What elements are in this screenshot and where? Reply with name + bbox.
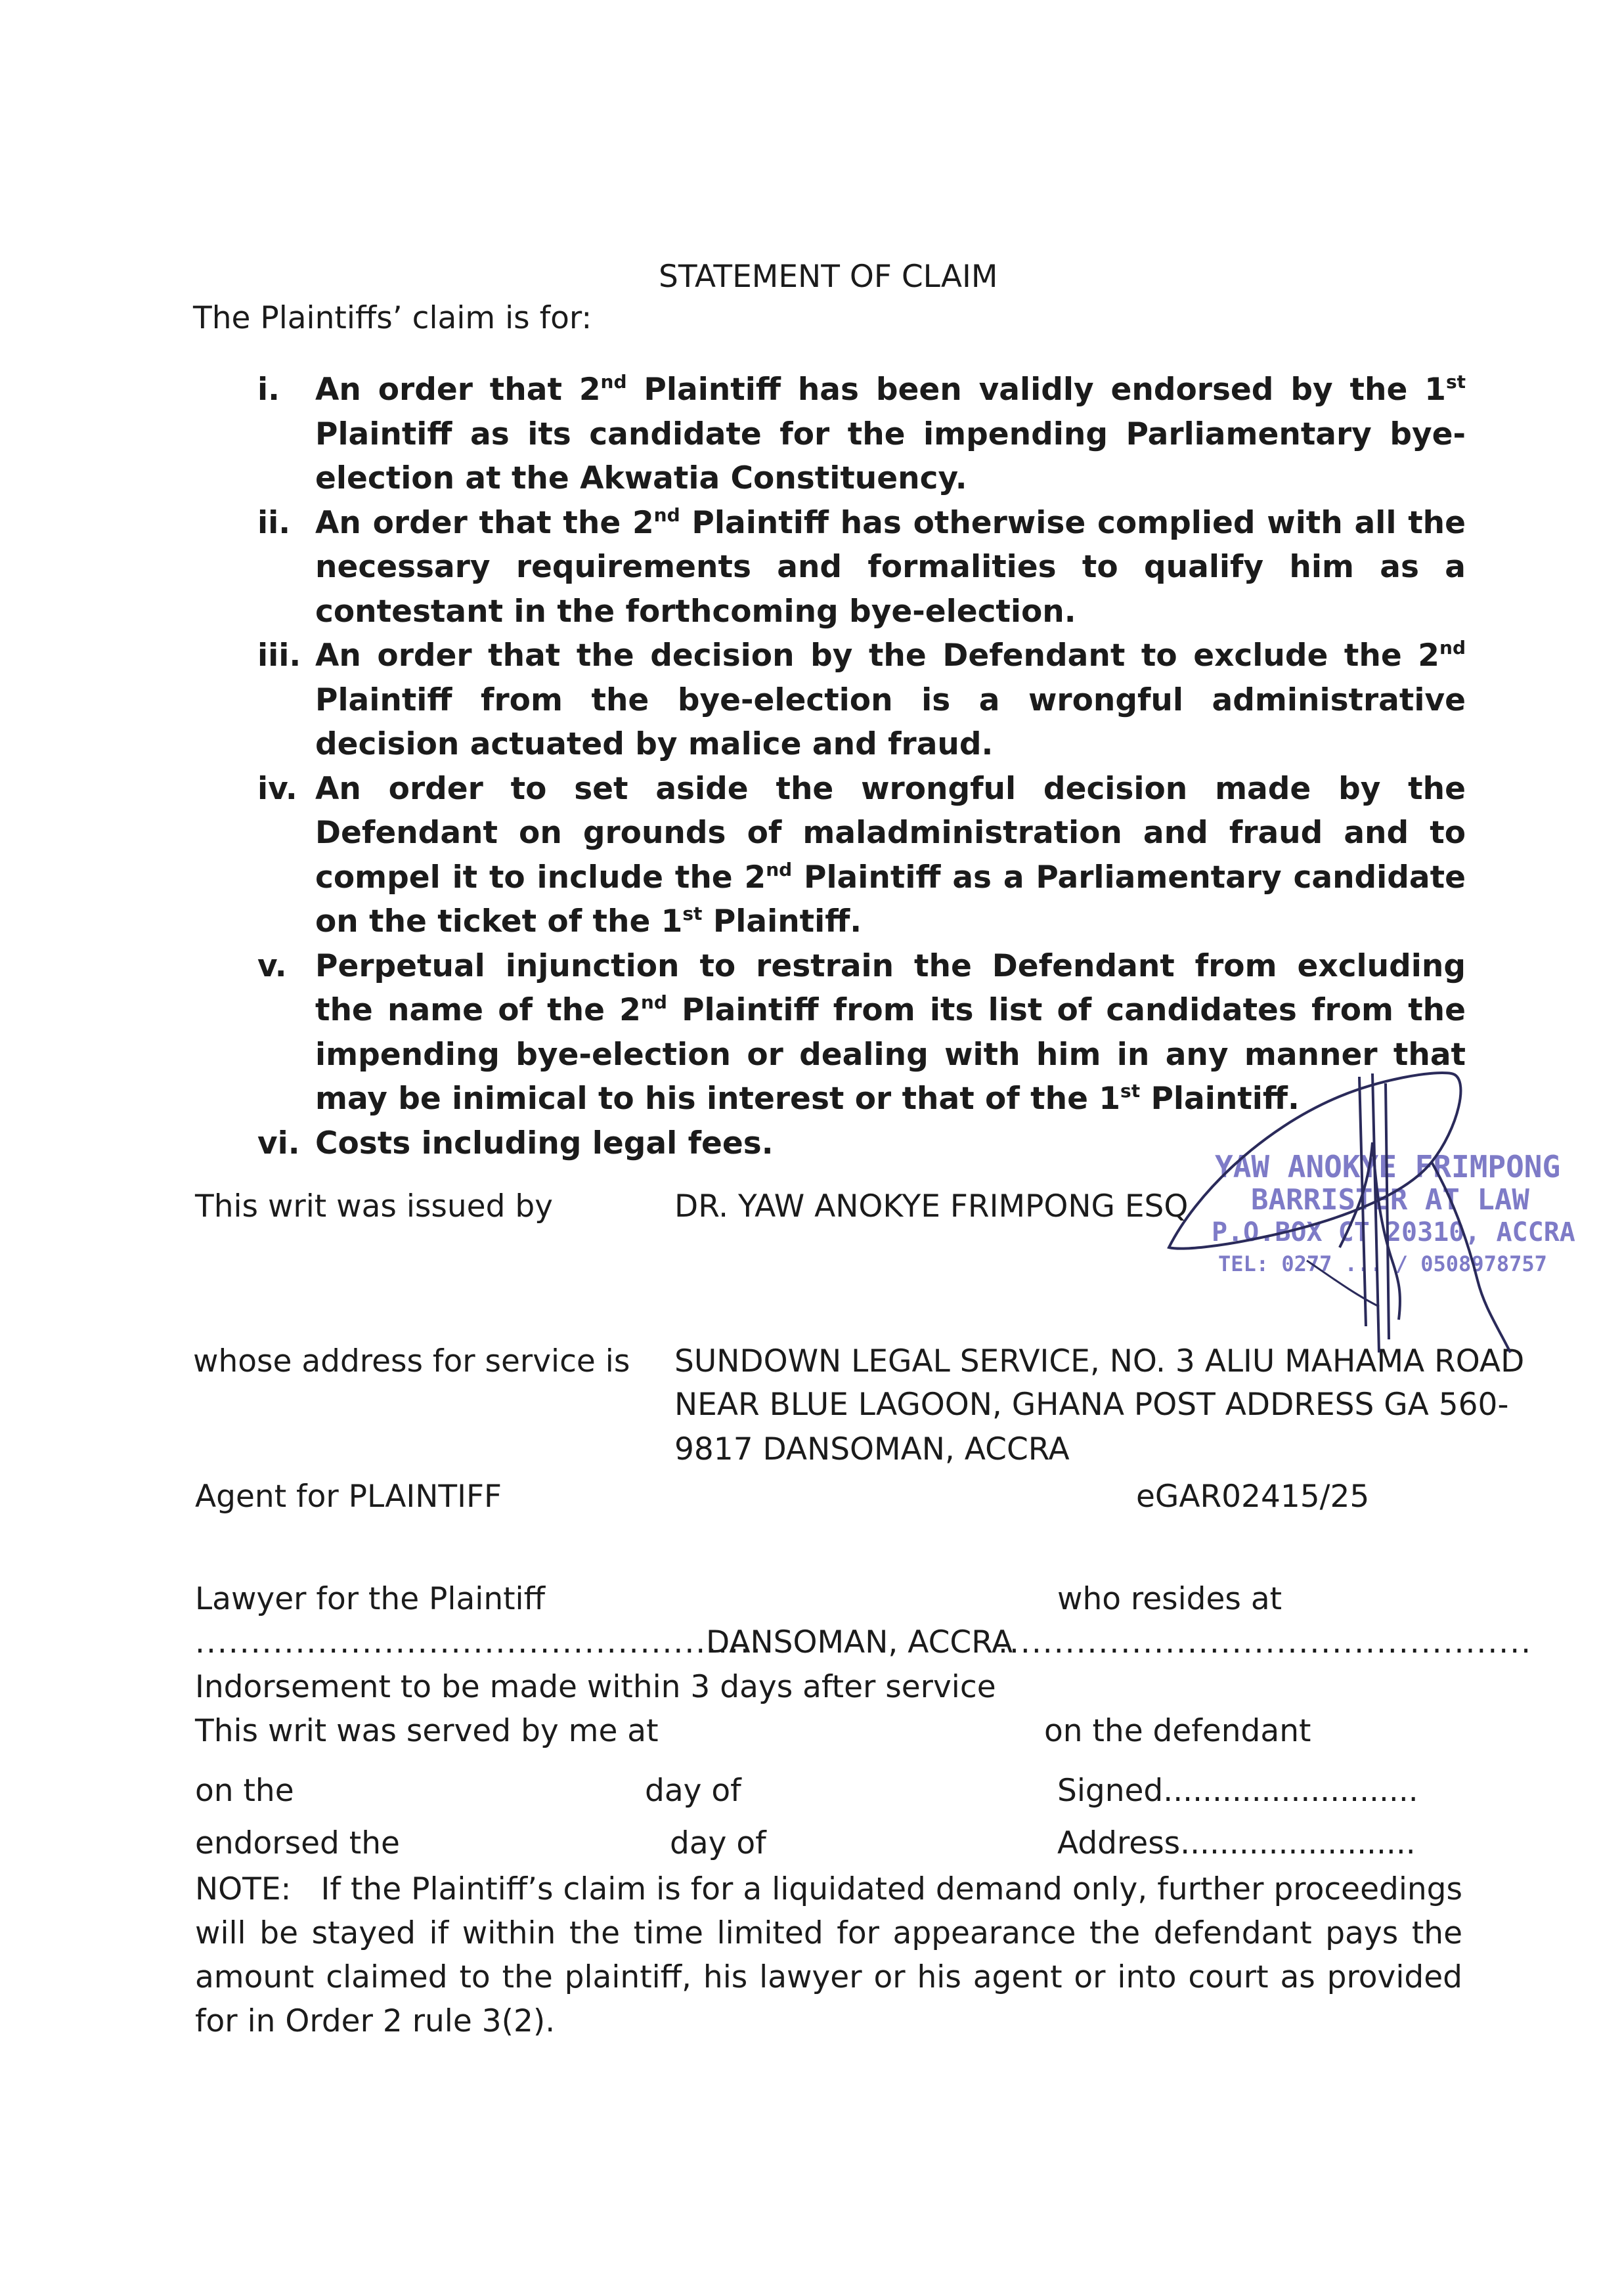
claim-text: An order that the 2	[315, 504, 654, 541]
day-of-label-2: day of	[670, 1825, 766, 1861]
indorsement-note: Indorsement to be made within 3 days after service	[195, 1669, 996, 1705]
stamp-line-3: P.O.BOX CT 20310, ACCRA	[1212, 1217, 1575, 1247]
signature	[1143, 1011, 1537, 1471]
claim-item	[257, 368, 1466, 501]
lawyer-label: Lawyer for the Plaintiff	[195, 1581, 545, 1617]
stamp-line-2: BARRISTER AT LAW	[1251, 1183, 1529, 1217]
ordinal-suffix: nd	[766, 858, 793, 880]
claim-text: Plaintiff from the bye-election is a wrongful administrative decision actuated by malice and fraud.	[315, 682, 1466, 762]
address-line-3: 9817 DANSOMAN, ACCRA	[674, 1431, 1070, 1467]
claim-item	[257, 501, 1466, 634]
defendant-label: on the defendant	[1044, 1713, 1311, 1749]
signed-line: Signed..........................	[1057, 1773, 1418, 1809]
endorsed-the-label: endorsed the	[195, 1825, 400, 1861]
dots-left: ....................................................	[195, 1624, 774, 1660]
claim-text: Plaintiff as a Parliamentary candidate on the ticket of the 1	[315, 859, 1466, 940]
address-line-2: NEAR BLUE LAGOON, GHANA POST ADDRESS GA 560-	[674, 1387, 1509, 1423]
claim-number: iii.	[257, 638, 301, 674]
claim-text: Plaintiff has been validly endorsed by the 1	[626, 372, 1446, 408]
agent-label: Agent for PLAINTIFF	[195, 1479, 502, 1515]
ordinal-suffix: nd	[653, 504, 680, 526]
address-line-1: SUNDOWN LEGAL SERVICE, NO. 3 ALIU MAHAMA ROAD	[674, 1343, 1525, 1379]
ordinal-suffix: st	[1120, 1080, 1141, 1102]
day-of-label-1: day of	[645, 1773, 741, 1809]
claim-text: Plaintiff from its list of candidates from the impending bye-election or dealing with him in any manner that may be inimical to his interest or that of the 1	[315, 992, 1466, 1117]
ordinal-suffix: nd	[600, 371, 627, 393]
claim-text: An order that 2	[315, 372, 601, 408]
address-signature-line: Address........................	[1057, 1825, 1416, 1861]
reference-number: eGAR02415/25	[1136, 1479, 1370, 1515]
ordinal-suffix: st	[682, 903, 703, 924]
claim-number: vi.	[257, 1125, 300, 1161]
claim-number: ii.	[257, 504, 291, 541]
claim-item	[257, 634, 1466, 767]
claim-number: v.	[257, 947, 287, 984]
issued-by-label: This writ was issued by	[195, 1188, 553, 1224]
dots-right: ................................................	[998, 1624, 1533, 1660]
claim-item	[257, 767, 1466, 944]
stamp-line-4: TEL: 0277 ... / 0508978757	[1218, 1251, 1547, 1276]
resides-value: DANSOMAN, ACCRA	[706, 1624, 1013, 1660]
claim-text: An order that the decision by the Defendant to exclude the 2	[315, 638, 1440, 674]
note-paragraph	[195, 1867, 1462, 2043]
served-label: This writ was served by me at	[195, 1713, 659, 1749]
stamp-line-1: YAW ANOKYE FRIMPONG	[1215, 1149, 1561, 1184]
ordinal-suffix: nd	[640, 991, 667, 1013]
on-the-label: on the	[195, 1773, 294, 1809]
document-title: STATEMENT OF CLAIM	[659, 259, 998, 295]
claim-text: Plaintiff.	[1140, 1081, 1300, 1117]
claim-text: Perpetual injunction to restrain the Defendant from excluding the name of the 2	[315, 947, 1466, 1028]
note-text: If the Plaintiff’s claim is for a liquidated demand only, further proceedings will be stayed if within the time limited for appearance the defendant pays the amount claimed to the plaintiff, his lawyer or his agent or into court as provided for in Order 2 rule 3(2).	[195, 1871, 1463, 2039]
claim-text: Plaintiff as its candidate for the impending Parliamentary bye-election at the Akwatia Constituency.	[315, 416, 1466, 496]
resides-label: who resides at	[1057, 1581, 1282, 1617]
claim-text: Costs including legal fees.	[315, 1125, 774, 1161]
ordinal-suffix: nd	[1439, 637, 1466, 659]
claim-text: Plaintiff.	[702, 903, 862, 940]
claim-text: An order to set aside the wrongful decision made by the Defendant on grounds of maladministration and fraud and to compel it to include the 2	[315, 770, 1466, 896]
claim-number: i.	[257, 372, 280, 408]
claim-number: iv.	[257, 770, 297, 807]
claim-intro: The Plaintiffs’ claim is for:	[193, 300, 592, 336]
address-label: whose address for service is	[193, 1343, 630, 1379]
issued-by-value: DR. YAW ANOKYE FRIMPONG ESQ	[674, 1188, 1189, 1224]
ordinal-suffix: st	[1445, 371, 1466, 393]
note-label: NOTE:	[195, 1871, 292, 1907]
claim-text: Plaintiff has otherwise complied with all the necessary requirements and formalities to qualify him as a contestant in the forthcoming bye-election.	[315, 504, 1466, 630]
